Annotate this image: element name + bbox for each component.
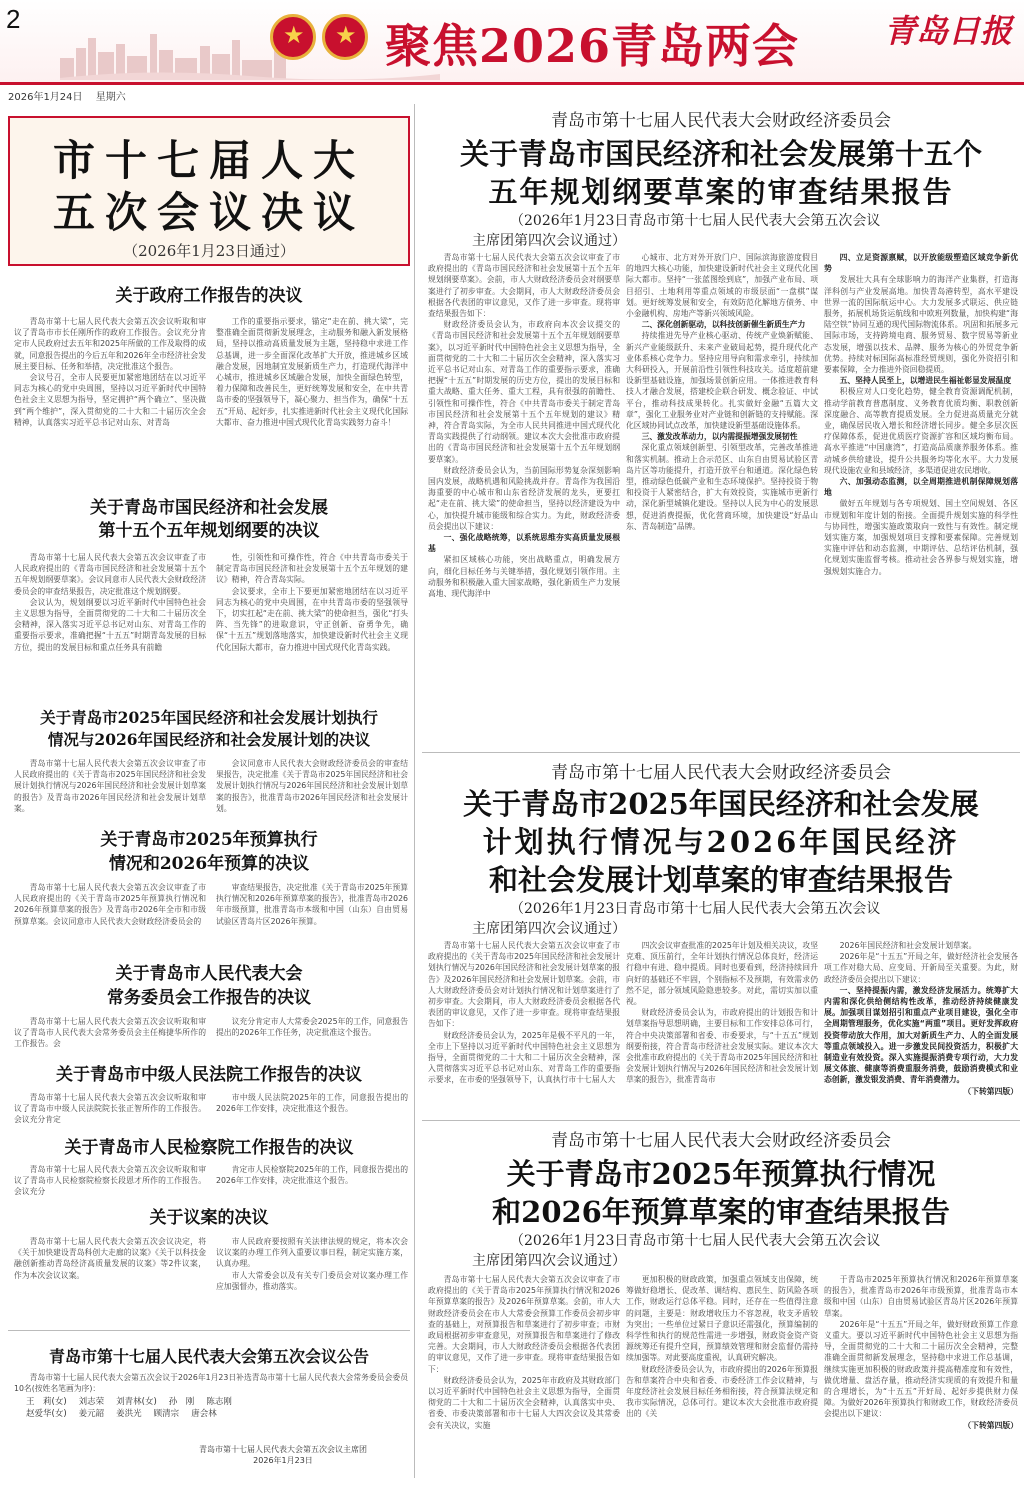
report-meta-line-1: （2026年1月23日青岛市第十七届人民代表大会第五次会议 (510, 901, 881, 917)
resolution-title-line-1: 关于青岛市人民代表大会 (115, 964, 303, 984)
resolution-body: 青岛市第十七届人民代表大会第五次会议听取和审议了青岛市市长任刚所作的政府工作报告。会议充分肯定市人民政府过去五年和2025年所做的工作及取得的成就，同意报告提出的今后五年和2026年全市经济社会发展主要目标、任务和举措，决定批准这个报告。 会议号召，全市人民要更加紧密地团结在以习近平同志为核心的党中央周围，坚持以习近平新时代中国特色社会主义思想为指导，坚定拥护“两个确立”、坚决做到“两个维护”，深入贯彻党的二十大和二十届历次全会精神，认真落实习近平总书记对山东、对青岛 (14, 317, 206, 427)
headline-passed-date: （2026年1月23日通过） (123, 242, 295, 260)
reports-column (422, 102, 1020, 1480)
report-body: 四、立足资源禀赋，以开放能级塑造区域竞争新优势 发展壮大具有全球影响力的海洋产业集群，打造海洋科创与产业发展高地。加快青岛港转型，高水平建设世界一流的国际航运中心。大力发展多式联运、供应链服务，拓展机场货运航线和中欧班列数量，加快构建“海陆空铁”协同互通的现代国际物流体系。巩固和拓展多元国际市场，支持跨境电商、服务贸易、数字贸易等新业态发展，增强以技术、品牌、服务为核心的外贸竞争新优势。持续对标国际高标准经贸规则，强化外资招引和要素保障，全力推进外资回稳提质。 五、坚持人民至上，以增进民生福祉彰显发展温度 积极应对人口变化趋势，健全教育资源调配机制，推动学前教育普惠制度、义务教育优质均衡、职教创新深度融合、高等教育提质发展。全力促进高质量充分就业，确保居民收入增长和经济增长同步。健全多层次医疗保障体系，促进优质医疗资源扩容和区域均衡布局。高水平推进“中国康湾”，打造高品质康养服务体系。推动城乡供给建设，提升公共服务均等化水平。大力发展现代设施农业和县域经济，多渠道促进农民增收。 六、加强动态监测，以全周期推进机制保障规划落地 做好五年规划与各专项规划、国土空间规划、各区市规划和年度计划的衔接。全面提升规划实施的科学性与协同性，增强实施政策取向一致性与有效性。制定规划实施方案，加强规划项目支撑和要素保障。完善规划实施中评估和动态监测，中期评估、总结评估机制，强化规划实施监督考核。推动社会各界参与规划实施，增强规划实施合力。 (824, 253, 1018, 576)
resolutions-headline-box (8, 116, 410, 266)
resolution-body: 肯定市人民检察院2025年的工作，同意报告提出的2026年工作安排，决定批准这个报告。 (216, 1165, 408, 1186)
resolution-body: 青岛市第十七届人民代表大会第五次会议审查了市人民政府提出的《关于青岛市2025年国民经济和社会发展计划执行情况与2026年国民经济和社会发展计划草案的报告》及青岛市2026年国民经济和社会发展计划草案。 (14, 759, 206, 813)
masthead (0, 0, 1024, 82)
report-organization: 青岛市第十七届人民代表大会财政经济委员会 (551, 111, 891, 131)
announcement-signature: 青岛市第十七届人民代表大会第五次会议主席团 2026年1月23日 (199, 1445, 367, 1465)
city-skyline-illustration (60, 28, 440, 80)
section-title: 聚焦2026青岛两会 (385, 19, 800, 73)
resolution-body: 议充分肯定市人大常委会2025年的工作，同意报告提出的2026年工作任务，决定批准这个报告。 (216, 1017, 408, 1038)
headline-line-1: 市十七届人大 (52, 136, 365, 185)
report-title-line-1: 关于青岛市2025年国民经济和社会发展 (463, 787, 979, 821)
resolution-body: 市人民政府要按照有关法律法规的规定，将本次会议议案的办理工作列入重要议事日程，制定实施方案，认真办理。 市人大常委会以及有关专门委员会对议案办理工作应加强督办，推动落实。 (216, 1237, 408, 1291)
report-title-line-2: 五年规划纲要草案的审查结果报告 (488, 175, 954, 209)
resolution-title-line-2: 情况和2026年预算的决议 (108, 854, 310, 874)
resolution-title-line-1: 关于青岛市国民经济和社会发展 (90, 498, 328, 518)
report-meta-line-1: （2026年1月23日青岛市第十七届人民代表大会第五次会议 (510, 1233, 881, 1249)
resolution-body: 会议同意市人民代表大会财政经济委员会的审查结果报告，决定批准《关于青岛市2025年国民经济和社会发展计划执行情况与2026年国民经济和社会发展计划草案的报告》，批准青岛市2026年国民经济和社会发展计划。 (216, 759, 408, 813)
names-row: 赵爱华(女) 姜元韶 姜洪光 顾清宗 唐会林 (26, 1409, 217, 1419)
resolution-title: 关于议案的决议 (149, 1208, 269, 1228)
resolution-body: 青岛市第十七届人民代表大会第五次会议听取和审议了青岛市中级人民法院院长张正智所作的工作报告。会议充分肯定 (14, 1093, 206, 1125)
issue-date: 2026年1月24日 (8, 92, 83, 103)
section-divider (8, 1330, 410, 1331)
resolution-body: 青岛市第十七届人民代表大会第五次会议听取和审议了青岛市人民检察院检察长段恩才所作的工作报告。会议充分 (14, 1165, 206, 1197)
report-title-line-1: 关于青岛市国民经济和社会发展第十五个 (459, 137, 982, 171)
resolution-title-line-2: 情况与2026年国民经济和社会发展计划的决议 (47, 730, 371, 749)
report-meta-line-2: 主席团第四次会议通过） (472, 1253, 626, 1269)
report-title-line-2: 计划执行情况与2026年国民经济 (482, 825, 960, 859)
header-rule (0, 82, 1024, 85)
report-body: 更加积极的财政政策，加强重点领域支出保障，统筹做好稳增长、促改革、调结构、惠民生、防风险各项工作，财政运行总体平稳。同时，还存在一些值得注意的问题，主要是：财政增收压力不容忽视，收支矛盾较为突出；一些单位过紧日子意识还需强化，预算编制的科学性和执行的规范性需进一步增强，财政资金资产资源统筹还有提升空间，预算绩效管理和财会监督仍需持续加强等。对此要高度重视，认真研究解决。 财政经济委员会认为，市政府提出的2026年预算报告和草案符合中央和省委、市委经济工作会议精神，与年度经济社会发展目标任务相衔接，符合预算法规定和我市实际情况，总体可行。建议本次大会批准市政府提出的《关 (626, 1275, 818, 1419)
resolution-body: 工作的重要指示要求，锚定“走在前、挑大梁”，完整准确全面贯彻新发展理念，主动服务和融入新发展格局，坚持以推动高质量发展为主题，坚持稳中求进工作总基调，进一步全面深化改革扩大开放，推进城乡区域融合发展，因地制宜发展新质生产力，打造现代海洋中心城市，推进城乡区域融合发展，加快全面绿色转型，着力保障和改善民生，更好统筹发展和安全，在中共青岛市委的坚强领导下，凝心聚力、担当作为，确保“十五五”开局、起好步，扎实推进新时代社会主义现代化国际大都市、奋力推进中国式现代化青岛实践努力奋斗！ (216, 317, 408, 427)
elected-members-list (26, 1396, 406, 1420)
report-organization: 青岛市第十七届人民代表大会财政经济委员会 (551, 1131, 891, 1151)
report-title-line-2: 和2026年预算草案的审查结果报告 (492, 1195, 950, 1229)
section-divider (422, 1120, 1020, 1121)
announcement-body: 青岛市第十七届人民代表大会第五次会议于2026年1月23日补选青岛市第十七届人民代表大会常务委员会委员10名(按姓名笔画为序)： (14, 1373, 408, 1394)
resolution-title-line-1: 关于青岛市2025年国民经济和社会发展计划执行 (40, 708, 378, 727)
resolution-title-line-1: 关于青岛市2025年预算执行 (100, 830, 318, 850)
page-number: 2 (6, 4, 21, 34)
continued-note: （下转第四版） (963, 1420, 1018, 1430)
dateline (8, 88, 136, 103)
report-title-line-3: 和社会发展计划草案的审查结果报告 (488, 863, 953, 897)
resolution-body: 青岛市第十七届人民代表大会第五次会议决定，将《关于加快建设青岛科创大走廊的议案》《关于以科技金融创新推动青岛经济高质量发展的议案》等2件议案，作为本次会议议案。 (14, 1237, 206, 1280)
resolution-body: 青岛市第十七届人民代表大会第五次会议审查了市人民政府提出的《关于青岛市2025年预算执行情况和2026年预算草案的报告》及青岛市2026年全市和市级预算草案。会议同意市人民代表大会财政经济委员会的 (14, 883, 206, 926)
resolution-title-line-2: 第十五个五年规划纲要的决议 (98, 521, 320, 541)
column-divider (414, 104, 415, 1478)
section-divider (422, 752, 1020, 753)
issue-weekday: 星期六 (95, 92, 126, 103)
report-title-line-1: 关于青岛市2025年预算执行情况 (506, 1157, 936, 1191)
announcement-title: 青岛市第十七届人民代表大会第五次会议公告 (48, 1347, 369, 1366)
resolutions-column (8, 108, 410, 1480)
cppcc-emblem-icon (322, 14, 368, 60)
names-row: 王 莉(女) 刘志荣 刘青林(女) 孙 刚 陈志刚 (26, 1397, 232, 1407)
continued-note: （下转第四版） (963, 1086, 1018, 1096)
report-organization: 青岛市第十七届人民代表大会财政经济委员会 (551, 763, 891, 783)
report-body: 四次会议审查批准的2025年计划及相关决议，攻坚克难、顶压前行，全年计划执行情况总体良好，经济运行稳中有进、稳中提质。同时也要看到，经济持续回升向好的基础还不牢固，个别指标不及预期，有效需求仍然不足，部分领域风险隐患较多。对此，需切实加以重视。 财政经济委员会认为，市政府提出的计划报告和计划草案指导思想明确，主要目标和工作安排总体可行，符合中央决策部署和省委、市委要求，与“十五五”规划纲要衔接，符合青岛市经济社会发展实际。建议本次大会批准市政府提出的《关于青岛市2025年国民经济和社会发展计划执行情况与2026年国民经济和社会发展计划草案的报告》，批准青岛市 (626, 941, 818, 1085)
report-meta-line-1: （2026年1月23日青岛市第十七届人民代表大会第五次会议 (510, 213, 881, 229)
report-meta-line-2: 主席团第四次会议通过） (472, 233, 626, 249)
report-body: 青岛市第十七届人民代表大会第五次会议审查了市政府提出的《青岛市国民经济和社会发展第十五个五年规划纲要草案》。会前，市人大财政经济委员会对纲要草案进行了初步审查。大会期间，市人大财政经济委员会根据各代表团的审议意见，又作了进一步审查。现将审查结果报告如下： 财政经济委员会认为，市政府向本次会议提交的《青岛市国民经济和社会发展第十五个五年规划纲要草案》，以习近平新时代中国特色社会主义思想为指导，全面贯彻党的二十大和二十届历次全会精神，深入落实习近平总书记对山东、对青岛工作的重要指示要求，准确把握“十五五”时期发展的历史方位，提出的发展目标和重大战略、重大任务、重大工程，具有很强的前瞻性、引领性和可操作性，符合《中共青岛市委关于制定青岛市国民经济和社会发展第十五个五年规划的建议》精神，符合青岛实际，为全市人民共同推进中国式现代化青岛实践提供了行动纲领。建议本次大会批准市政府提出的《青岛市国民经济和社会发展第十五个五年规划纲要草案》。 财政经济委员会认为，当前国际形势复杂深刻影响国内发展，战略机遇和风险挑战并存。青岛作为我国沿海重要的中心城市和山东省经济发展的龙头，更要扛起“走在前、挑大梁”的使命担当，坚持以经济建设为中心，加快提升城市能级和综合实力。为此，财政经济委员会提出以下建议： 一、强化战略统筹，以系统思维夯实高质量发展根基 紧扣区域核心功能，突出战略重点，明确发展方向，细化目标任务与关键举措，强化规划引领作用。主动服务和积极融入重大国家战略，强化新质生产力发展高地、现代海洋中 (428, 253, 620, 599)
resolution-body: 性，引领性和可操作性，符合《中共青岛市委关于制定青岛市国民经济和社会发展第十五个五年规划的建议》精神，符合青岛实际。 会议要求，全市上下要更加紧密地团结在以习近平同志为核心的党中央周围，在中共青岛市委的坚强领导下，切实扛起“走在前、挑大梁”的使命担当，强化“打头阵、当先锋”的进取意识，守正创新、奋勇争先，确保“十五五”规划落地落实，加快建设新时代社会主义现代化国际大都市，奋力推进中国式现代化青岛实践。 (216, 553, 408, 652)
national-emblem-icon (270, 14, 316, 60)
resolution-title: 关于青岛市人民检察院工作报告的决议 (64, 1138, 354, 1158)
report-body: 青岛市第十七届人民代表大会第五次会议审查了市政府提出的《关于青岛市2025年国民经济和社会发展计划执行情况与2026年国民经济和社会发展计划草案的报告》及2026年国民经济和社会发展计划草案。会前，市人大财政经济委员会对计划执行情况和计划草案进行了初步审查。大会期间，市人大财政经济委员会根据各代表团的审议意见，又作了进一步审查。现将审查结果报告如下： 财政经济委员会认为，2025年是极不平凡的一年，全市上下坚持以习近平新时代中国特色社会主义思想为指导，全面贯彻党的二十大和二十届历次全会精神，深入贯彻落实习近平总书记对山东、对青岛工作的重要指示要求，在市委的坚强领导下，认真执行市十七届人大 (428, 941, 620, 1085)
resolution-title: 关于青岛市中级人民法院工作报告的决议 (56, 1065, 362, 1085)
report-body: 青岛市第十七届人民代表大会第五次会议审查了市政府提出的《关于青岛市2025年预算执行情况和2026年预算草案的报告》及2026年预算草案。会前，市人大财政经济委员会在市人大常委会预算工作委员会初步审查的基础上，对预算报告和草案进行了初步审查；市财政局根据初步审查意见，对预算报告和草案进行了修改完善。大会期间，市人大财政经济委员会根据各代表团的审议意见，又作了进一步审查。现将审查结果报告如下： 财政经济委员会认为，2025年市政府及其财政部门以习近平新时代中国特色社会主义思想为指导，全面贯彻党的二十大和二十届历次全会精神，认真落实中央、省委、市委决策部署和市十七届人大四次会议及其常委会有关决议，实施 (428, 1275, 620, 1430)
headline-line-2: 五次会议决议 (52, 188, 365, 237)
report-body: 于青岛市2025年预算执行情况和2026年预算草案的报告》，批准青岛市2026年市级预算，批准青岛市本级和中国（山东）自由贸易试验区青岛片区2026年预算草案。 2026年是“十五五”开局之年，做好财政预算工作意义重大。要以习近平新时代中国特色社会主义思想为指导，全面贯彻党的二十大和二十届历次全会精神，完整准确全面贯彻新发展理念，坚持稳中求进工作总基调，继续实施更加积极的财政政策并提高精准度和有效性，做优增量、盘活存量，推动经济实现质的有效提升和量的合理增长，为“十五五”开好局、起好步提供财力保障。为做好2026年预算执行和财政工作，财政经济委员会提出以下建议： （下转第四版） (824, 1275, 1018, 1430)
report-meta-line-2: 主席团第四次会议通过） (472, 921, 626, 937)
resolution-title: 关于政府工作报告的决议 (115, 286, 303, 306)
report-body: 2026年国民经济和社会发展计划草案。 2026年是“十五五”开局之年，做好经济社会发展各项工作对稳大局、应变局、开新局至关重要。为此，财政经济委员会提出以下建议： 一、坚持提振内需，激发经济发展活力。统筹扩大内需和深化供给侧结构性改革，推动经济持续健康发展。加强项目谋划招引和重点产业项目建设，强化全市全周期管理服务，优化实施“两重”项目。更好发挥政府投资带动放大作用，加大对新质生产力、人的全面发展等重点领域投入。进一步激发民间投资活力，积极扩大制造业有效投资。深入实施提振消费专项行动，大力发展文体旅、健康等消费重服务消费，鼓励消费模式和业态创新，激发银发消费、青年消费潜力。 （下转第四版） (824, 941, 1018, 1096)
report-body: 心城市、北方对外开放门户、国际滨海旅游度假目的地四大核心功能，加快建设新时代社会主义现代化国际大都市。坚持“一张蓝图绘到底”，加强产业布局、项目招引、土地利用等重点领域的市级层面“一盘棋”谋划。更好统筹发展和安全，有效防范化解地方债务、中小金融机构、房地产等新兴领域风险。 二、深化创新驱动，以科技创新催生新质生产力 持续推进先导产业核心驱动、传统产业焕新赋能、新兴产业能级跃升、未来产业破局起势，提升现代化产业体系核心竞争力。坚持应用导向和需求牵引，持续加大科研投入，开展前沿性引领性科技攻关。适度超前建设新型基础设施，加强场景创新应用。一体推进教育科技人才融合发展，搭建校企联合研发、概念验证、中试平台，推动科技成果转化。扎实做好金融“五篇大文章”，强化工业服务业对产业链和创新链的支持赋能。深化区域协同试点改革，加快建设新型基础设施体系。 三、激发改革动力，以内需提振增强发展韧性 深化重点领域创新型、引领型改革，完善改革推进和落实机制。推动上合示范区、山东自由贸易试验区青岛片区等功能提升，打造开放平台和通道。深化绿色转型，推动绿色低碳产业和生态环境保护。坚持投资于物和投资于人紧密结合，扩大有效投资，实施城市更新行动，深化新型城镇化建设。坚持以人民为中心的发展思想，促进消费提振，优化营商环境，加快建设“好品山东、青岛制造”品牌。 (626, 253, 818, 531)
resolution-title-line-2: 常务委员会工作报告的决议 (107, 988, 311, 1008)
resolution-body: 审查结果报告，决定批准《关于青岛市2025年预算执行情况和2026年预算草案的报告》，批准青岛市2026年市级预算，批准青岛市本级和中国（山东）自由贸易试验区青岛片区2026年预算。 (216, 883, 408, 926)
resolution-body: 青岛市第十七届人民代表大会第五次会议听取和审议了青岛市人民代表大会常务委员会主任梅捷华所作的工作报告。会 (14, 1017, 206, 1049)
resolution-body: 市中级人民法院2025年的工作，同意报告提出的2026年工作安排，决定批准这个报告。 (216, 1093, 408, 1114)
resolution-body: 青岛市第十七届人民代表大会第五次会议审查了市人民政府提出的《青岛市国民经济和社会发展第十五个五年规划纲要草案》。会议同意市人民代表大会财政经济委员会的审查结果报告，决定批准这个规划纲要。 会议认为，规划纲要以习近平新时代中国特色社会主义思想为指导，全面贯彻党的二十大和二十届历次全会精神，深入落实习近平总书记对山东、对青岛工作的重要指示要求，准确把握“十五五”时期青岛发展的目标方位，提出的发展目标和重点任务具有前瞻 (14, 553, 206, 652)
newspaper-logo: 青岛日报 (883, 12, 1012, 50)
